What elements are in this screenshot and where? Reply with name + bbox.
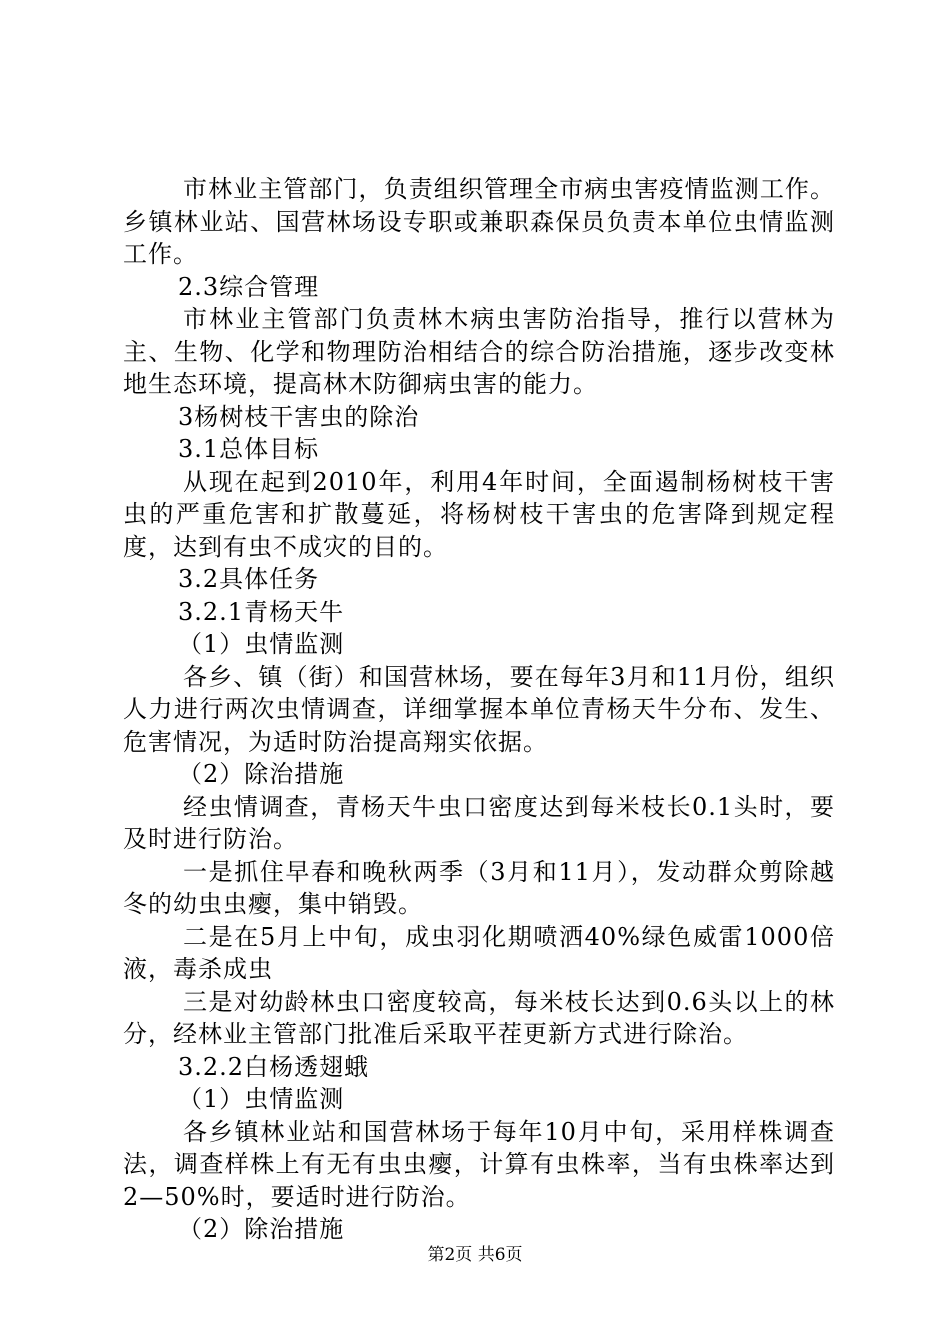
paragraph: 一是抓住早春和晚秋两季（3月和11月），发动群众剪除越冬的幼虫虫瘿，集中销毁。 (123, 857, 835, 918)
page-footer: 第2页 共6页 (427, 1245, 523, 1265)
paragraph: 各乡镇林业站和国营林场于每年10月中旬，采用样株调查法，调查样株上有无有虫虫瘿，计算有虫株率，当有虫株率达到2—50%时，要适时进行防治。 (123, 1117, 835, 1211)
section-heading: 3.2具体任务 (178, 565, 320, 593)
section-heading: 3.2.2白杨透翅蛾 (178, 1052, 370, 1081)
paragraph: 从现在起到2010年，利用4年时间，全面遏制杨树枝干害虫的严重危害和扩散蔓延，将杨树枝干害虫的危害降到规定程度，达到有虫不成灾的目的。 (123, 467, 835, 561)
section-heading: （1）虫情监测 (178, 630, 345, 658)
paragraph: 市林业主管部门负责林木病虫害防治指导，推行以营林为主、生物、化学和物理防治相结合的综合防治措施，逐步改变林地生态环境，提高林木防御病虫害的能力。 (123, 305, 835, 398)
section-heading: 3.2.1青杨天牛 (178, 597, 345, 626)
paragraph: 二是在5月上中旬，成虫羽化期喷洒40%绿色威雷1000倍液，毒杀成虫 (123, 922, 835, 983)
paragraph: 各乡、镇（街）和国营林场，要在每年3月和11月份，组织人力进行两次虫情调查，详细掌握本单位青杨天牛分布、发生、危害情况，为适时防治提高翔实依据。 (123, 662, 835, 756)
section-heading: （2）除治措施 (178, 760, 345, 788)
section-heading: 3杨树枝干害虫的除治 (178, 402, 420, 431)
section-heading: （2）除治措施 (178, 1215, 345, 1243)
paragraph: 市林业主管部门，负责组织管理全市病虫害疫情监测工作。乡镇林业站、国营林场设专职或兼职森保员负责本单位虫情监测工作。 (123, 175, 835, 268)
paragraph: 三是对幼龄林虫口密度较高，每米枝长达到0.6头以上的林分，经林业主管部门批准后采取平茬更新方式进行除治。 (123, 987, 835, 1048)
paragraph: 经虫情调查，青杨天牛虫口密度达到每米枝长0.1头时，要及时进行防治。 (123, 792, 835, 853)
section-heading: （1）虫情监测 (178, 1085, 345, 1113)
section-heading: 3.1总体目标 (178, 435, 320, 463)
section-heading: 2.3综合管理 (178, 272, 320, 301)
document-body (123, 173, 835, 1246)
